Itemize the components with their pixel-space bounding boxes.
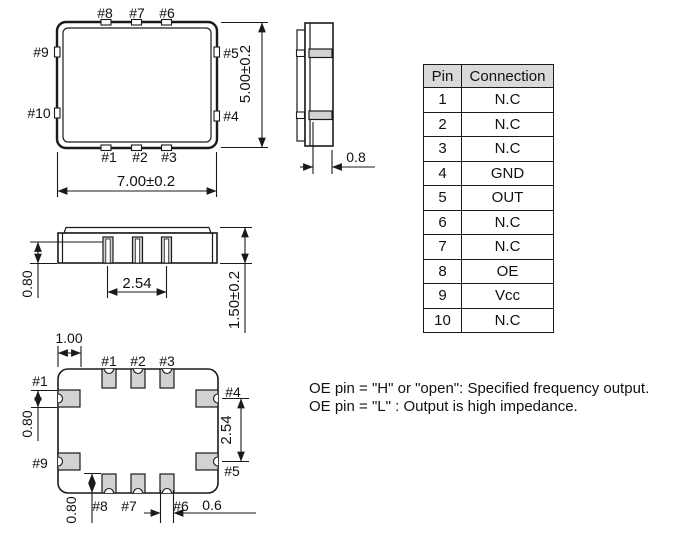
pin-number: 8 <box>424 259 462 284</box>
pin-connection: N.C <box>462 137 554 162</box>
pin-number: 10 <box>424 308 462 333</box>
dim-label-pad-width: 0.6 <box>202 497 222 513</box>
pin-label-1: #1 <box>101 149 117 165</box>
castellation-pads <box>103 237 172 263</box>
dim-label-pad-wrap: 0.8 <box>346 149 366 165</box>
pin-label-left-top: #1 <box>32 373 48 389</box>
pin-number: 1 <box>424 88 462 113</box>
pin-number: 9 <box>424 284 462 309</box>
body-outline <box>305 23 333 146</box>
front-view <box>19 228 252 334</box>
dimension-corner <box>55 330 82 367</box>
oe-note-low: OE pin = "L" : Output is high impedance. <box>309 397 578 415</box>
dim-label-height: 5.00±0.2 <box>237 44 254 104</box>
side-pad <box>309 111 332 120</box>
pin-label-5: #5 <box>224 463 240 479</box>
dimension-pad-width <box>144 490 256 523</box>
pin-connection: GND <box>462 161 554 186</box>
pin-number: 4 <box>424 161 462 186</box>
lid-outline <box>64 228 211 234</box>
dim-label-right-pitch: 2.54 <box>218 415 235 445</box>
pin-label-8: #8 <box>92 498 108 514</box>
table-row <box>424 308 554 333</box>
dim-label-width: 7.00±0.2 <box>116 173 176 190</box>
pin-connection: OUT <box>462 186 554 211</box>
table-row <box>424 186 554 211</box>
side-view <box>297 23 376 174</box>
pin-connection: OE <box>462 259 554 284</box>
pin-number: 7 <box>424 235 462 260</box>
pin-label-9: #9 <box>33 44 49 60</box>
table-header-row <box>424 65 554 88</box>
dimension-height <box>221 23 268 148</box>
pin-label-4: #4 <box>223 108 239 124</box>
pin-label-7: #7 <box>121 498 137 514</box>
table-row <box>424 88 554 113</box>
dim-label-pad-height: 0.80 <box>19 270 35 298</box>
pin-label-4: #4 <box>225 384 241 400</box>
pin-label-8: #8 <box>97 5 113 21</box>
bottom-view <box>19 330 256 524</box>
dim-label-corner: 1.00 <box>55 330 83 346</box>
pin-number: 6 <box>424 210 462 235</box>
table-header-connection: Connection <box>462 65 554 88</box>
pin-number: 3 <box>424 137 462 162</box>
pin-connection-table <box>423 64 554 333</box>
pin-label-10: #10 <box>27 105 51 121</box>
pin-connection: Vcc <box>462 284 554 309</box>
pin-number: 5 <box>424 186 462 211</box>
pin-label-5: #5 <box>223 45 239 61</box>
dimension-pitch <box>108 266 167 298</box>
pin-number: 2 <box>424 112 462 137</box>
pin-label-9: #9 <box>32 455 48 471</box>
table-row <box>424 259 554 284</box>
table-row <box>424 210 554 235</box>
dim-label-body-height: 1.50±0.2 <box>226 270 243 330</box>
oe-notes <box>309 380 649 415</box>
package-outline <box>57 22 217 148</box>
pin-connection: N.C <box>462 235 554 260</box>
dim-label-pitch: 2.54 <box>122 275 152 292</box>
dimension-body-height <box>220 228 252 334</box>
pin-label-7: #7 <box>129 5 145 21</box>
pin-label-6: #6 <box>173 498 189 514</box>
dim-label-left-pad: 0.80 <box>19 410 35 438</box>
table-row <box>424 284 554 309</box>
pin-label-3: #3 <box>161 149 177 165</box>
table-row <box>424 161 554 186</box>
table-header-pin: Pin <box>424 65 462 88</box>
pin-label-2: #2 <box>130 353 146 369</box>
pin-connection: N.C <box>462 308 554 333</box>
side-pad <box>309 49 332 58</box>
table-row <box>424 112 554 137</box>
pin-connection: N.C <box>462 112 554 137</box>
oe-note-high: OE pin = "H" or "open": Specified frequency output. <box>309 380 650 397</box>
pin-label-3: #3 <box>159 353 175 369</box>
top-view <box>27 5 268 197</box>
pin-label-6: #6 <box>159 5 175 21</box>
dimension-right-pitch <box>218 399 249 462</box>
lid-outline <box>297 30 305 141</box>
pin-connection: N.C <box>462 210 554 235</box>
table-row <box>424 235 554 260</box>
table-row <box>424 137 554 162</box>
pin-label-2: #2 <box>132 149 148 165</box>
pin-label-1: #1 <box>101 353 117 369</box>
pin-connection: N.C <box>462 88 554 113</box>
dim-label-bottom-pad: 0.80 <box>63 496 79 524</box>
dimension-left-pad <box>19 391 57 442</box>
